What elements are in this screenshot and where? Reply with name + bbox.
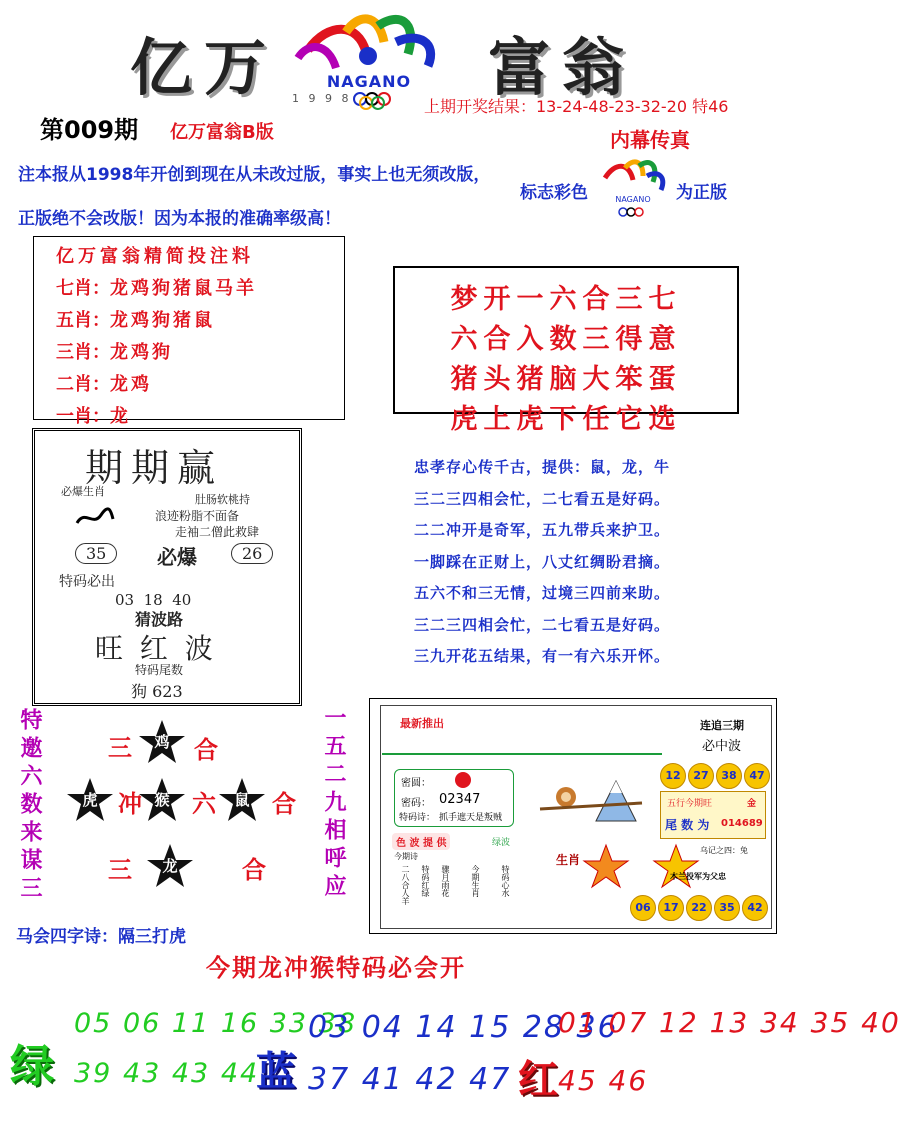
- dream-line-2: 六合入数三得意: [450, 324, 682, 355]
- star-label: 虎: [82, 791, 98, 809]
- row-value: 龙鸡狗猪鼠: [110, 310, 215, 331]
- poem-col-1: 二八合人羊: [401, 865, 410, 905]
- zodiac-box: [33, 236, 345, 427]
- wuxing-value: 金: [747, 799, 757, 809]
- zodiac-row-3: [56, 337, 322, 369]
- dream-line-4: 虎上虎下任它选: [450, 404, 682, 435]
- scan-line-b: 肚肠软桃持: [195, 493, 250, 506]
- right-poem-line-6: 三二三四相会忙，二七看五是好码。: [414, 615, 671, 634]
- right-poem: [414, 452, 786, 673]
- dream-poem-box: [393, 266, 739, 435]
- zodiac-label: 生肖: [556, 853, 581, 867]
- right-poem-line-4: 一脚踩在正财上，八丈红绸盼君摘。: [414, 552, 671, 571]
- char-san-1: 三: [108, 734, 132, 762]
- row-label: 三肖：: [56, 342, 110, 363]
- green-divider: [382, 753, 662, 755]
- lottery-note: 木兰投军为父忠: [670, 872, 726, 881]
- scan-box: [32, 428, 302, 706]
- blue-line-1: 03 04 14 15 28 36: [308, 1010, 619, 1045]
- scan-line-d: 走袖二僧此救肆: [175, 525, 260, 539]
- right-poem-line-2: 三二三四相会忙，二七看五是好码。: [414, 489, 671, 508]
- scan-wave: 旺 红 波: [95, 632, 217, 665]
- dream-line-3: 猪头猪脑大笨蛋: [450, 364, 682, 395]
- scan-mid-label: 必爆: [157, 545, 197, 569]
- tail-value: 014689: [721, 818, 763, 829]
- scan-road: 猜波路: [135, 610, 184, 629]
- mystery-label: 密圆：: [401, 778, 431, 789]
- scan-tail: 特码尾数: [135, 663, 184, 677]
- logo-year: 1 9 9 8: [292, 92, 352, 105]
- star-tiger: [66, 776, 114, 824]
- blue-label: 蓝: [256, 1049, 296, 1095]
- special-poem: 抓手遮天是叛贼: [439, 813, 503, 823]
- poem-col-5: 特码心水: [501, 865, 510, 897]
- ball: 12: [660, 763, 686, 789]
- latest-label: 最新推出: [400, 717, 444, 730]
- code-label: 密码：: [401, 798, 431, 809]
- right-vertical-text: 一五二九相呼应: [321, 706, 346, 902]
- code-value: 02347: [439, 792, 481, 807]
- ball: 22: [686, 895, 712, 921]
- snake-icon: [75, 505, 115, 529]
- green-line-2: 39 43 43 44: [74, 1058, 260, 1089]
- scan-title: 期期赢: [85, 446, 224, 490]
- last-result: 上期开奖结果：13-24-48-23-32-20 特46: [424, 97, 729, 116]
- today-poem-label: 今期诗: [394, 852, 418, 861]
- dream-line-1: 梦开一六合三七: [450, 284, 682, 315]
- zodiac-row-7: [56, 273, 322, 305]
- star-chicken: [138, 718, 186, 766]
- tail-label: 尾 数 为: [665, 818, 710, 832]
- char-he-3: 合: [242, 856, 266, 884]
- ball: 42: [742, 895, 768, 921]
- fax-label: 内幕传真: [610, 128, 690, 152]
- balls-bottom: [630, 895, 770, 921]
- char-chong: 冲: [118, 790, 142, 818]
- red-line-1: 01 07 12 13 34 35 40: [558, 1006, 901, 1039]
- star-label: 鸡: [154, 733, 170, 751]
- scan-special: 特码必出: [59, 574, 115, 590]
- blue-line-2: 37 41 42 47: [308, 1062, 512, 1097]
- zodiac-illustration: [576, 841, 716, 891]
- color-provide: 色 波 提 供: [392, 833, 450, 850]
- color-value: 绿波: [492, 838, 511, 848]
- lottery-box: [369, 698, 777, 934]
- green-line-1: 05 06 11 16 33 38: [74, 1008, 358, 1039]
- zodiac-row-5: [56, 305, 322, 337]
- red-label: 红: [518, 1057, 558, 1103]
- char-he-2: 合: [272, 790, 296, 818]
- headline: 今期龙冲猴特码必会开: [206, 954, 466, 982]
- horse-poem: 马会四字诗：隔三打虎: [16, 927, 186, 947]
- green-label: 绿: [10, 1041, 54, 1092]
- zodiac-title: 亿万富翁精简投注料: [56, 246, 254, 267]
- star-label: 猴: [154, 791, 170, 809]
- notice-line-2: 正版绝不会改版！因为本报的准确率级高！: [18, 209, 341, 229]
- title-left: 亿万: [130, 31, 279, 104]
- scan-dog: 狗 623: [131, 682, 183, 701]
- issue-number: 第009期: [40, 116, 139, 144]
- edition-label: 亿万富翁B版: [170, 122, 274, 143]
- wuxing-label: 五行今期旺: [667, 799, 713, 809]
- wuxing-panel: [660, 791, 766, 839]
- poem-col-3: 骤月雨花: [441, 865, 450, 897]
- row-label: 一肖：: [56, 406, 110, 427]
- right-poem-line-1: 忠孝存心传千古，提供：鼠，龙，牛: [414, 458, 671, 476]
- zodiac-rows: [56, 273, 322, 433]
- ball: 06: [630, 895, 656, 921]
- right-poem-line-7: 三九开花五结果，有一有六乐开怀。: [414, 647, 671, 665]
- sure-wave-label: 必中波: [702, 739, 742, 754]
- row-label: 二肖：: [56, 374, 110, 395]
- left-vertical-text: 特邀六数来谋三: [17, 708, 42, 904]
- ball: 17: [658, 895, 684, 921]
- monkey-illustration: [536, 775, 646, 825]
- right-poem-line-5: 五六不和三无情，过境三四前来助。: [414, 584, 671, 602]
- row-value: 龙: [110, 406, 131, 427]
- ball: 35: [714, 895, 740, 921]
- code-panel: [394, 769, 514, 827]
- row-label: 五肖：: [56, 310, 110, 331]
- zodiac-row-2: [56, 369, 322, 401]
- row-value: 龙鸡狗猪鼠马羊: [110, 278, 257, 299]
- scan-numbers: 03 18 40: [115, 591, 192, 609]
- logo-note-right: 为正版: [676, 183, 727, 203]
- star-label: 鼠: [234, 791, 250, 809]
- char-liu: 六: [192, 790, 216, 818]
- scan-line-a: 必爆生肖: [61, 485, 105, 498]
- poem-col-4: 今期生肖: [471, 865, 480, 897]
- scan-line-c: 浪迹粉脂不面备: [155, 509, 240, 523]
- special-poem-label: 特码诗：: [399, 813, 436, 823]
- star-rat: [218, 776, 266, 824]
- scan-num-left: 35: [75, 543, 117, 564]
- right-poem-line-3: 二二冲开是奇军，五九带兵来护卫。: [414, 521, 671, 539]
- scan-num-right: 26: [231, 543, 273, 564]
- streak-label: 连追三期: [700, 719, 744, 732]
- small-logo: [597, 158, 669, 220]
- logo-note-left: 标志彩色: [520, 183, 588, 203]
- star-dragon: [146, 842, 194, 890]
- poem-note-top: 乌记之四：兔: [700, 846, 748, 855]
- pin-icon: [455, 772, 471, 788]
- svg-text:NAGANO: NAGANO: [615, 195, 651, 204]
- row-value: 龙鸡: [110, 374, 152, 395]
- balls-top: [660, 763, 772, 789]
- star-label: 龙: [162, 857, 178, 875]
- row-label: 七肖：: [56, 278, 110, 299]
- char-he-1: 合: [194, 736, 218, 764]
- notice-line-1: 注本报从1998年开创到现在从未改过版，事实上也无须改版，: [18, 165, 491, 185]
- star-monkey: [138, 776, 186, 824]
- red-line-2: 45 46: [558, 1064, 649, 1097]
- poem-col-2: 特码红绿: [421, 865, 430, 897]
- title-right: 富翁: [488, 31, 637, 104]
- ball: 38: [716, 763, 742, 789]
- char-san-2: 三: [108, 856, 132, 884]
- ball: 47: [744, 763, 770, 789]
- row-value: 龙鸡狗: [110, 342, 173, 363]
- logo-text: NAGANO: [326, 72, 412, 91]
- ball: 27: [688, 763, 714, 789]
